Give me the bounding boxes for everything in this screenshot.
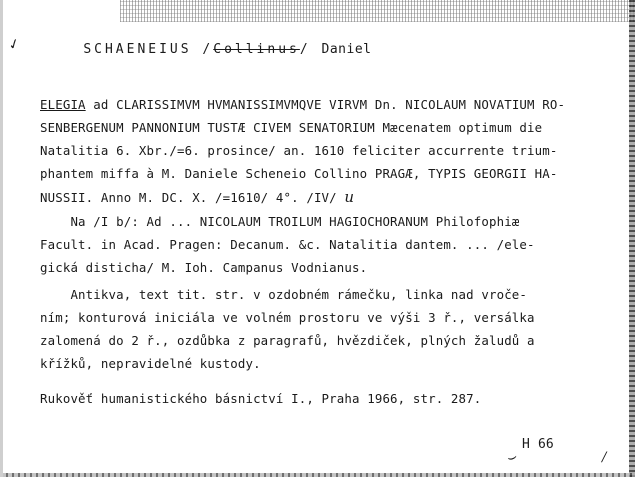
entry-line-1-rest: ad CLARISSIMVM HVMANISSIMVMQVE VIRVM Dn. NICOLAUM NOVATIUM RO- — [85, 97, 566, 112]
author-given-name: Daniel — [321, 42, 372, 57]
author-surname: SCHAENEIUS — [83, 42, 192, 57]
scan-noise-left — [0, 0, 3, 477]
desc-line-4: křížků, nepravidelné kustody. — [40, 356, 261, 371]
note-line-1: Na /I b/: Ad ... NICOLAUM TROILUM HAGIOCHORANUM Philofophiæ — [40, 214, 520, 229]
note-line-3: gická disticha/ M. Ioh. Campanus Vodnianus. — [40, 260, 368, 275]
note-line-2: Facult. in Acad. Pragen: Decanum. &c. Natalitia dantem. ... /ele- — [40, 237, 535, 252]
desc-line-3: zalomená do 2 ř., ozdůbka z paragrafů, hvězdiček, plných žaludů a — [40, 333, 535, 348]
desc-line-1: Antikva, text tit. str. v ozdobném rámečku, linka nad vroče- — [40, 287, 528, 302]
entry-line-3: Natalitia 6. Xbr./=6. prosince/ an. 1610 feliciter accurrente trium- — [40, 143, 558, 158]
shelfmark: H 66 — [522, 437, 554, 452]
entry-first-word: ELEGIA — [40, 97, 86, 112]
card-heading: SCHAENEIUS /Collinus/ Daniel — [83, 42, 372, 57]
handwritten-mark: u — [344, 188, 355, 206]
handwritten-squiggle: ⌣ — [503, 447, 519, 467]
entry-line-2: SENBERGENUM PANNONIUM TUSTÆ CIVEM SENATORIUM Mæcenatem optimum die — [40, 120, 543, 135]
struck-name: Collinus — [213, 42, 300, 57]
desc-line-2: ním; konturová iniciála ve volném prostoru ve výši 3 ř., versálka — [40, 310, 535, 325]
scan-noise-right — [629, 0, 635, 477]
scan-noise-bottom — [0, 473, 635, 477]
entry-line-1 — [40, 98, 565, 112]
literature-reference: Rukověť humanistického básnictví I., Praha 1966, str. 287. — [40, 391, 482, 406]
scan-noise-top — [120, 0, 635, 22]
entry-line-5 — [40, 190, 354, 205]
handwritten-number-mark: / — [602, 450, 607, 465]
handwritten-tick: ✓ — [6, 32, 22, 55]
entry-line-5-text: NUSSII. Anno M. DC. X. /=1610/ 4°. /IV/ — [40, 190, 345, 205]
entry-line-4: phantem miffa à M. Daniele Scheneio Collino PRAGÆ, TYPIS GEORGII HA- — [40, 166, 558, 181]
